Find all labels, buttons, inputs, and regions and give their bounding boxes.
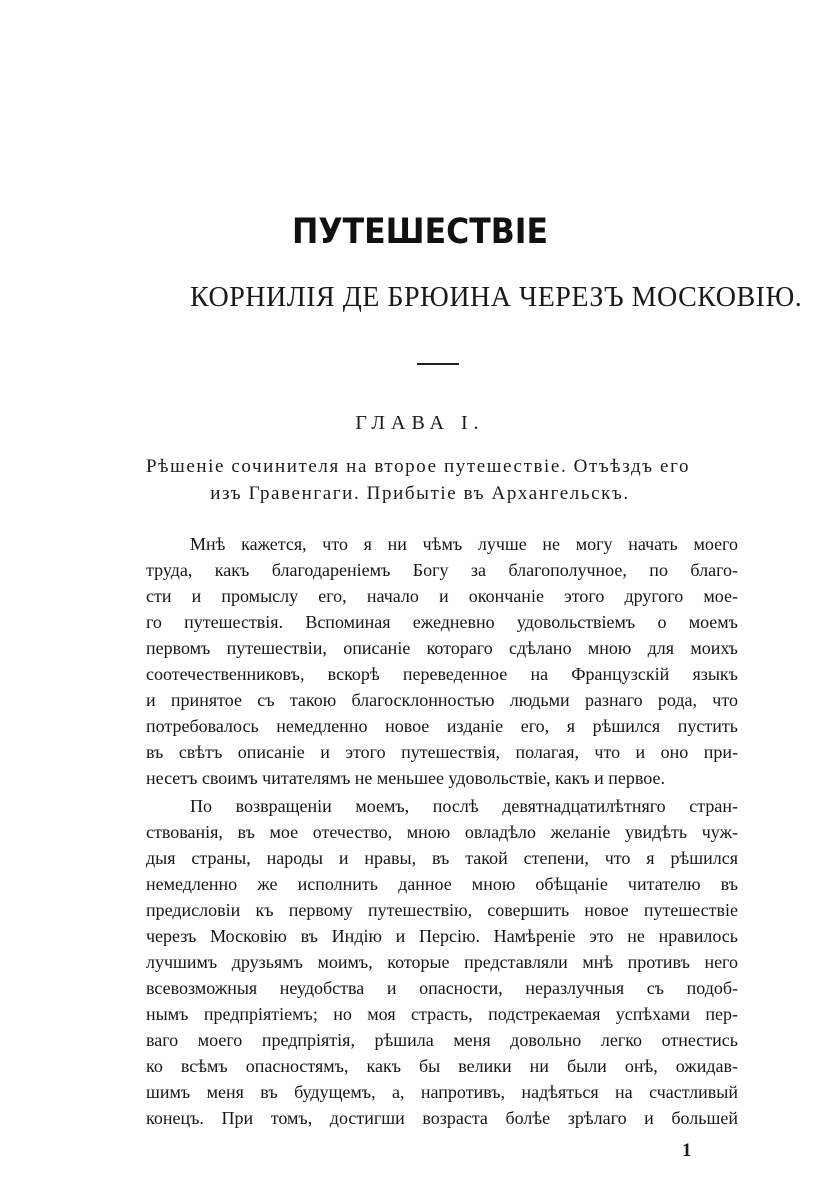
- text-line: въ свѣтъ описаніе и этого путешествія, полагая, что и оно при-: [146, 742, 738, 762]
- text-line: черезъ Московію въ Индію и Персію. Намѣреніе это не нравилось: [146, 926, 738, 946]
- chapter-summary-line: изъ Гравенгаги. Прибытіе въ Архангельскъ.: [210, 483, 630, 504]
- text-line: Мнѣ кажется, что я ни чѣмъ лучше не могу начать моего: [190, 534, 738, 554]
- text-line: потребовалось немедленно новое изданіе его, я рѣшился пустить: [146, 716, 738, 736]
- page-number: 1: [682, 1140, 692, 1161]
- text-line: сти и промыслу его, начало и окончаніе этого другого мое-: [146, 586, 738, 606]
- page-subtitle: КОРНИЛІЯ ДЕ БРЮИНА ЧЕРЕЗЪ МОСКОВІЮ.: [190, 282, 803, 313]
- divider-rule: [417, 363, 459, 365]
- text-line: немедленно же исполнить данное мною обѣщаніе читателю въ: [146, 874, 738, 894]
- text-line: конецъ. При томъ, достигши возраста болѣе зрѣлаго и большей: [146, 1108, 738, 1128]
- text-line: предисловіи къ первому путешествію, совершить новое путешествіе: [146, 900, 738, 920]
- text-line: нымъ предпріятіемъ; но моя страсть, подстрекаемая успѣхами пер-: [146, 1004, 738, 1024]
- text-line: соотечественниковъ, вскорѣ переведенное на Французскій языкъ: [146, 664, 738, 684]
- text-line: лучшимъ друзьямъ моимъ, которые представляли мнѣ противъ него: [146, 952, 738, 972]
- chapter-heading: ГЛАВА I.: [355, 412, 485, 434]
- text-line: несетъ своимъ читателямъ не меньшее удовольствіе, какъ и первое.: [146, 768, 665, 788]
- text-line: всевозможныя неудобства и опасности, неразлучныя съ подоб-: [146, 978, 738, 998]
- text-line: По возвращеніи моемъ, послѣ девятнадцатилѣтняго стран-: [190, 796, 738, 816]
- page-title: ПУТЕШЕСТВІЕ: [292, 212, 548, 252]
- text-line: первомъ путешествіи, описаніе котораго сдѣлано мною для моихъ: [146, 638, 738, 658]
- text-line: го путешествія. Вспоминая ежедневно удовольствіемъ о моемъ: [146, 612, 738, 632]
- chapter-summary-line: Рѣшеніе сочинителя на второе путешествіе. Отъѣздъ его: [146, 456, 691, 477]
- text-line: дыя страны, народы и нравы, въ такой степени, что я рѣшился: [146, 848, 738, 868]
- text-line: ко всѣмъ опасностямъ, какъ бы велики ни были онѣ, ожидав-: [146, 1056, 738, 1076]
- text-line: ваго моего предпріятія, рѣшила меня довольно легко отнестись: [146, 1030, 738, 1050]
- text-line: шимъ меня въ будущемъ, а, напротивъ, надѣяться на счастливый: [146, 1082, 738, 1102]
- text-line: ствованія, въ мое отечество, мною овладѣло желаніе увидѣть чуж-: [146, 822, 738, 842]
- text-line: труда, какъ благодареніемъ Богу за благополучное, по благо-: [146, 560, 738, 580]
- text-line: и принятое съ такою благосклонностью людьми разнаго рода, что: [146, 690, 738, 710]
